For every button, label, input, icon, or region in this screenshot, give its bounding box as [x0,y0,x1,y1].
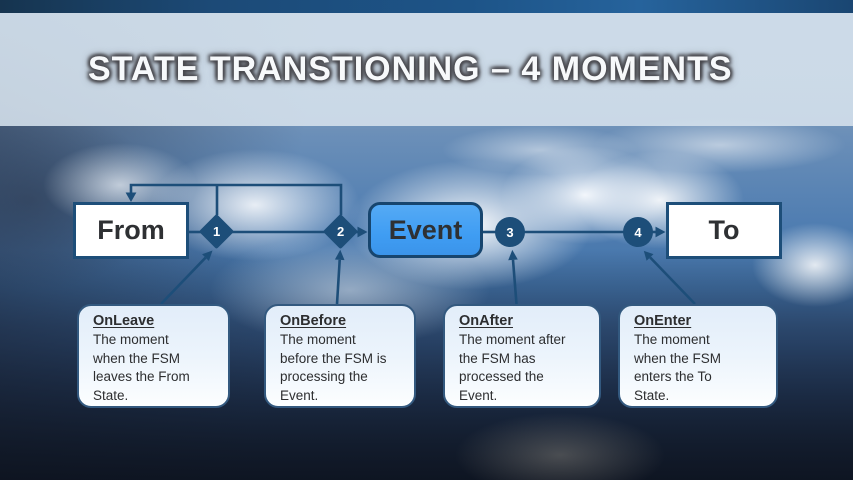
moment-marker-4-circle [623,217,653,247]
callout-onleave-title: OnLeave [93,313,155,329]
callout-onbefore-body: The moment before the FSM is processing the Event. [280,332,387,403]
callout-onleave-body: The moment when the FSM leaves the From State. [93,332,190,403]
marker-2-number: 2 [336,223,345,239]
event-box [368,202,483,258]
arrowhead-onbefore [335,250,345,260]
connector-onbefore [337,260,340,304]
marker-3-number: 3 [506,224,514,240]
callout-onleave [77,304,230,408]
to-state-box [666,202,782,259]
from-state-label: From [97,215,165,245]
arrowhead-into-to [656,227,666,238]
marker-4-number: 4 [634,224,642,240]
callout-onenter [618,304,778,408]
arrowhead-into-event [358,227,368,238]
callout-onafter [443,304,601,408]
arrowhead-into-from [126,193,137,203]
callout-onbefore [264,304,416,408]
connector-onleave [161,258,206,304]
callout-onafter-title: OnAfter [459,313,513,329]
callout-onenter-title: OnEnter [634,313,692,329]
marker-1-number: 1 [212,223,221,239]
callout-onbefore-title: OnBefore [280,313,347,329]
callout-onafter-body: The moment after the FSM has processed the Event. [459,332,566,403]
from-state-box [73,202,189,259]
event-label: Event [388,214,463,245]
callout-onenter-body: The moment when the FSM enters the To State. [634,332,722,403]
connector-onenter [650,257,695,304]
arrowhead-onafter [508,250,518,260]
moment-marker-3-circle [495,217,525,247]
slide-title: STATE TRANSTIONING – 4 MOMENTS [88,50,733,88]
to-state-label: To [708,215,740,245]
connector-onafter [513,260,517,304]
